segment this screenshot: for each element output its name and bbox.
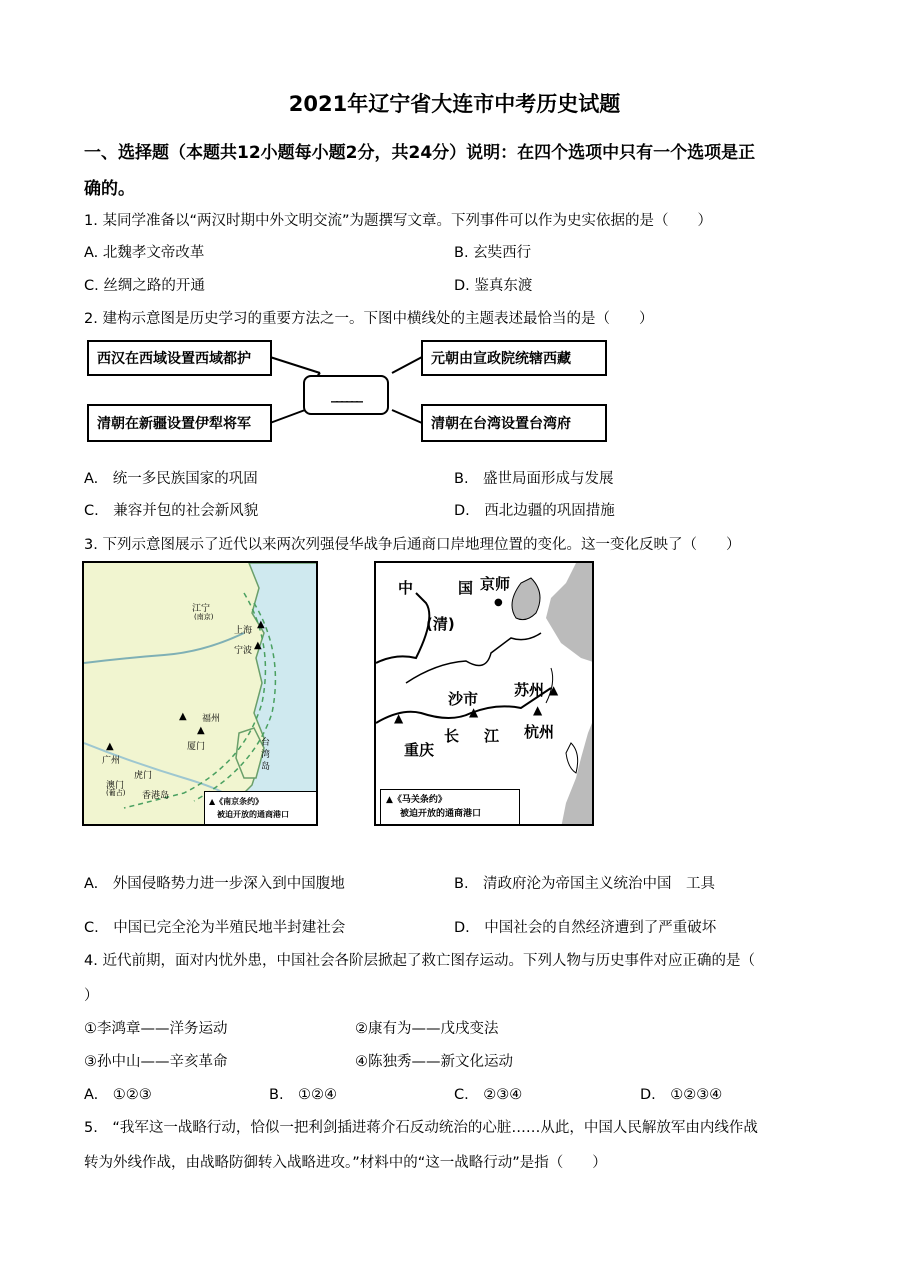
- port-marker-icon: ▲: [533, 703, 543, 717]
- diagram-box-top-left: 西汉在西域设置西域都护: [87, 340, 272, 376]
- port-marker-icon: ▲: [549, 683, 559, 697]
- q3-option-d[interactable]: D. 中国社会的自然经济遭到了严重破坏: [454, 920, 717, 936]
- port-marker-icon: ▲: [254, 640, 262, 651]
- map1-place: 宁波: [234, 646, 253, 656]
- section-heading-line1: 一、选择题（本题共12小题每小题2分，共24分）说明：在四个选项中只有一个选项是正: [84, 143, 756, 163]
- map1-place: 湾: [261, 750, 271, 760]
- map2-place: 沙市: [448, 690, 479, 708]
- map2-place: 杭州: [524, 723, 555, 741]
- q2-stem: 2. 建构示意图是历史学习的重要方法之一。下图中横线处的主题表述最恰当的是（ ）: [84, 311, 654, 327]
- q4-item-4: ④陈独秀——新文化运动: [355, 1054, 513, 1070]
- map1-legend: [204, 791, 318, 826]
- map2-place: 重庆: [404, 741, 435, 759]
- port-marker-icon: ▲: [106, 741, 114, 752]
- port-marker-icon: ▲: [179, 711, 187, 722]
- q2-option-b[interactable]: B. 盛世局面形成与发展: [454, 471, 614, 487]
- map1-place: 广州: [102, 756, 121, 766]
- map1-legend-title: ▲《南京条约》: [209, 796, 264, 806]
- q2-option-d[interactable]: D. 西北边疆的巩固措施: [454, 503, 615, 519]
- diagram-box-bottom-right: 清朝在台湾设置台湾府: [421, 404, 607, 442]
- q4-option-a[interactable]: A. ①②③: [84, 1087, 152, 1103]
- map1-place: 香港岛: [142, 791, 170, 801]
- q4-item-3: ③孙中山——辛亥革命: [84, 1054, 228, 1070]
- q1-stem: 1. 某同学准备以“两汉时期中外文明交流”为题撰写文章。下列事件可以作为史实依据的是（ ）: [84, 213, 712, 229]
- page-title: 2021年辽宁省大连市中考历史试题: [288, 92, 621, 116]
- q1-option-b[interactable]: B. 玄奘西行: [454, 245, 532, 261]
- map1-place: (葡占): [106, 789, 126, 797]
- map1-place: 上海: [234, 626, 253, 636]
- map1-place: 虎门: [134, 771, 153, 781]
- q4-item-2: ②康有为——戊戌变法: [355, 1021, 499, 1037]
- map-nanjing-treaty-ports: [82, 561, 318, 826]
- q5-stem-line1: 5. “我军这一战略行动，恰似一把利剑插进蒋介石反动统治的心脏……从此，中国人民解放军由内线作战: [84, 1120, 758, 1136]
- map1-place: 澳门: [106, 781, 125, 791]
- map2-place: 苏州: [514, 681, 545, 699]
- map1-place: 岛: [261, 762, 271, 772]
- map2-place: 京师: [480, 575, 511, 593]
- q3-option-c[interactable]: C. 中国已完全沦为半殖民地半封建社会: [84, 920, 346, 936]
- city-dot-icon: ●: [494, 597, 503, 608]
- section-heading-line2: 确的。: [84, 179, 135, 199]
- map2-legend-title: ▲《马关条约》: [386, 795, 447, 805]
- map2-place: 国: [458, 579, 474, 597]
- q2-option-c[interactable]: C. 兼容并包的社会新风貌: [84, 503, 259, 519]
- q5-stem-line2: 转为外线作战，由战略防御转入战略进攻。”材料中的“这一战略行动”是指（ ）: [84, 1155, 607, 1171]
- q3-option-a[interactable]: A. 外国侵略势力进一步深入到中国腹地: [84, 876, 345, 892]
- q4-option-b[interactable]: B. ①②④: [269, 1087, 338, 1103]
- q2-option-a[interactable]: A. 统一多民族国家的巩固: [84, 471, 258, 487]
- map1-place: (南京): [194, 613, 214, 621]
- map2-legend: [380, 789, 520, 825]
- q1-option-a[interactable]: A. 北魏孝文帝改革: [84, 245, 205, 261]
- diagram-center-blank: ______: [303, 375, 389, 415]
- q4-option-c[interactable]: C. ②③④: [454, 1087, 523, 1103]
- port-marker-icon: ▲: [257, 619, 265, 630]
- map2-drawing: [376, 563, 594, 826]
- q1-option-d[interactable]: D. 鉴真东渡: [454, 278, 533, 294]
- port-marker-icon: ▲: [469, 705, 479, 719]
- map1-place: 台: [261, 738, 271, 748]
- map1-place: 福州: [202, 714, 221, 724]
- map1-place: 江宁: [192, 604, 211, 614]
- port-marker-icon: ▲: [197, 725, 205, 736]
- map2-legend-desc: 被迫开放的通商港口: [400, 809, 482, 819]
- map1-place: 厦门: [187, 742, 206, 752]
- map2-place: (清): [426, 615, 455, 633]
- diagram-box-top-right: 元朝由宣政院统辖西藏: [421, 340, 607, 376]
- diagram-box-bottom-left: 清朝在新疆设置伊犁将军: [87, 404, 272, 442]
- q1-option-c[interactable]: C. 丝绸之路的开通: [84, 278, 205, 294]
- q4-option-d[interactable]: D. ①②③④: [640, 1087, 723, 1103]
- map2-place: 长: [444, 727, 460, 745]
- q3-stem: 3. 下列示意图展示了近代以来两次列强侵华战争后通商口岸地理位置的变化。这一变化反映了（ ）: [84, 537, 741, 553]
- q4-item-1: ①李鸿章——洋务运动: [84, 1021, 228, 1037]
- port-marker-icon: ▲: [394, 711, 404, 725]
- map2-place: 江: [484, 727, 500, 745]
- q4-stem-line2: ）: [84, 988, 99, 1004]
- map1-legend-desc: 被迫开放的通商港口: [217, 809, 289, 819]
- map-shimonoseki-treaty-ports: [374, 561, 594, 826]
- q3-option-b[interactable]: B. 清政府沦为帝国主义统治中国 工具: [454, 876, 716, 892]
- map2-place: 中: [398, 579, 414, 597]
- q4-stem-line1: 4. 近代前期，面对内忧外患，中国社会各阶层掀起了救亡图存运动。下列人物与历史事件对应正确的是（: [84, 953, 755, 969]
